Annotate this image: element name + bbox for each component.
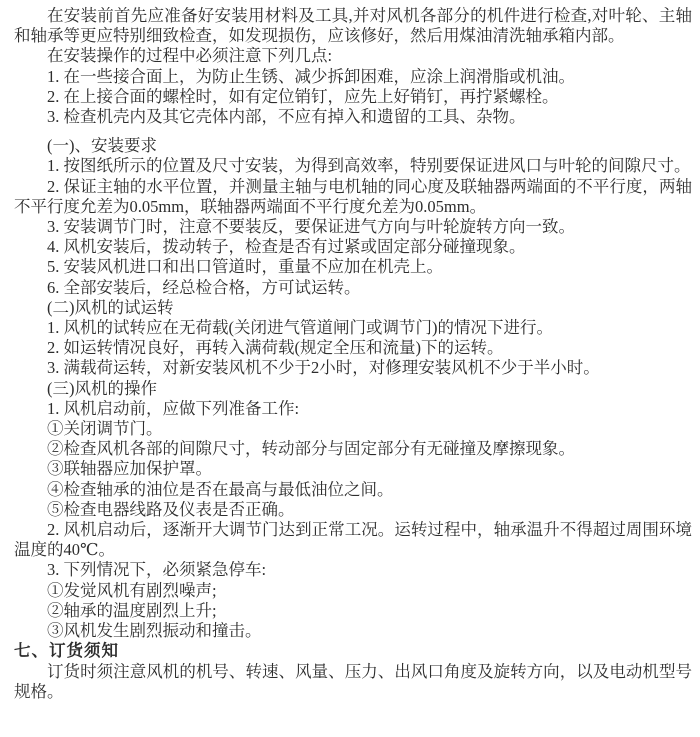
intro-paragraph: 在安装前首先应准备好安装用材料及工具,并对风机各部分的机件进行检查,对叶轮、主轴和轴承等更应特别细致检查，如发现损伤，应该修好，然后用煤油清洗轴承箱内部。 bbox=[14, 6, 692, 46]
section-1-item-1: 1. 按图纸所示的位置及尺寸安装，为得到高效率，特别要保证进风口与叶轮的间隙尺寸。 bbox=[47, 156, 691, 176]
section-2-item-2: 2. 如运转情况良好，再转入满荷载(规定全压和流量)下的运转。 bbox=[47, 338, 504, 358]
section-3-subitem-8: ③风机发生剧烈振动和撞击。 bbox=[47, 621, 262, 641]
section-1-item-5: 5. 安装风机进口和出口管道时，重量不应加在机壳上。 bbox=[47, 257, 443, 277]
section-1-item-2: 2. 保证主轴的水平位置，并测量主轴与电机轴的同心度及联轴器两端面的不平行度，两轴不平行度允差为0.05mm，联轴器两端面不平行度允差为0.05mm。 bbox=[14, 176, 692, 216]
section-1-title: (一)、安装要求 bbox=[47, 136, 157, 156]
intro-item-1: 1. 在一些接合面上，为防止生锈、减少拆卸困难，应涂上润滑脂或机油。 bbox=[47, 66, 575, 86]
section-3-item-3: 3. 下列情况下，必须紧急停车: bbox=[47, 560, 267, 580]
section-1-item-6: 6. 全部安装后，经总检合格，方可试运转。 bbox=[47, 277, 361, 297]
section-3-subitem-6: ①发觉风机有剧烈噪声; bbox=[47, 580, 217, 600]
intro-item-2: 2. 在上接合面的螺栓时，如有定位销钉，应先上好销钉，再拧紧螺栓。 bbox=[47, 86, 559, 106]
order-paragraph: 订货时须注意风机的机号、转速、风量、压力、出风口角度及旋转方向，以及电动机型号规格。 bbox=[14, 661, 692, 701]
section-3-subitem-5: ⑤检查电器线路及仪表是否正确。 bbox=[47, 499, 295, 519]
section-3-subitem-1: ①关闭调节门。 bbox=[47, 419, 163, 439]
section-3-item-1: 1. 风机启动前，应做下列准备工作: bbox=[47, 398, 300, 418]
section-3-subitem-3: ③联轴器应加保护罩。 bbox=[47, 459, 212, 479]
section-3-subitem-4: ④检查轴承的油位是否在最高与最低油位之间。 bbox=[47, 479, 394, 499]
section-3-subitem-7: ②轴承的温度剧烈上升; bbox=[47, 600, 217, 620]
section-1-item-3: 3. 安装调节门时，注意不要装反，要保证进气方向与叶轮旋转方向一致。 bbox=[47, 217, 575, 237]
order-section-heading: 七、订货须知 bbox=[14, 642, 119, 661]
section-3-subitem-2: ②检查风机各部的间隙尺寸，转动部分与固定部分有无碰撞及摩擦现象。 bbox=[47, 439, 575, 459]
section-1-item-4: 4. 风机安装后，拨动转子，检查是否有过紧或固定部分碰撞现象。 bbox=[47, 237, 526, 257]
intro-note: 在安装操作的过程中必须注意下列几点: bbox=[47, 46, 333, 66]
section-2-item-3: 3. 满载荷运转，对新安装风机不少于2小时，对修理安装风机不少于半小时。 bbox=[47, 358, 600, 378]
section-3-title: (三)风机的操作 bbox=[47, 378, 157, 398]
section-2-item-1: 1. 风机的试转应在无荷载(关闭进气管道闸门或调节门)的情况下进行。 bbox=[47, 318, 553, 338]
section-3-item-2: 2. 风机启动后，逐渐开大调节门达到正常工况。运转过程中，轴承温升不得超过周围环境温度的40℃。 bbox=[14, 520, 692, 560]
section-2-title: (二)风机的试运转 bbox=[47, 297, 174, 317]
intro-item-3: 3. 检查机壳内及其它壳体内部，不应有掉入和遗留的工具、杂物。 bbox=[47, 107, 526, 127]
